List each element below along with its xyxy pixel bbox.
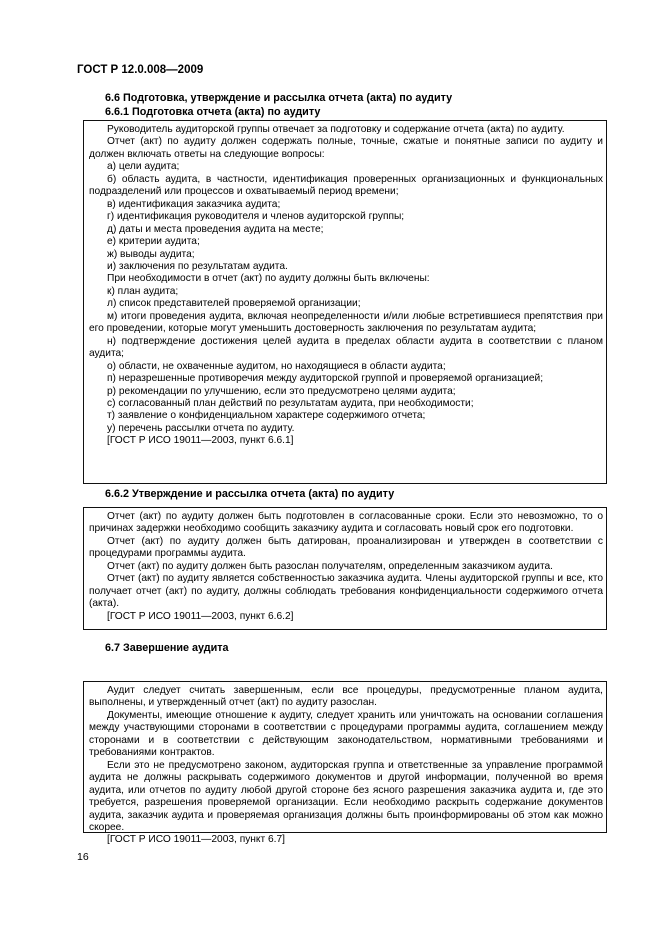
list-item: п) неразрешенные противоречия между аудиторской группой и проверяемой организацией; — [107, 373, 544, 385]
list-item: о) области, не охваченные аудитом, но находящиеся в области аудита; — [107, 360, 446, 372]
list-item: у) перечень рассылки отчета по аудиту. — [107, 422, 295, 434]
list-item: м) итоги проведения аудита, включая неопределенности и/или любые встретившиеся препятствия при его проведении, которые могут уменьшить достоверность заключения по результатам аудита; — [89, 310, 603, 335]
list-item: р) рекомендации по улучшению, если это предусмотрено целями аудита; — [107, 385, 456, 397]
subsection-heading-6-6-2: 6.6.2 Утверждение и рассылка отчета (акта) по аудиту — [105, 488, 395, 500]
list-item: и) заключения по результатам аудита. — [107, 260, 288, 272]
list-item: д) даты и места проведения аудита на месте; — [107, 223, 324, 235]
quote-box-6-6-2 — [83, 507, 607, 630]
paragraph: Отчет (акт) по аудиту должен содержать полные, точные, сжатые и понятные записи по аудиту и должен включать ответы на следующие вопросы: — [89, 136, 603, 160]
paragraph: Документы, имеющие отношение к аудиту, следует хранить или уничтожать на основании соглашения между участвующими сторонами в соответствии с процедурами программы аудита, соглашением между сторонами и в соответствии с действующим законодательством, нормативными требованиями и требованиями контрактов. — [89, 709, 603, 759]
reference: [ГОСТ Р ИСО 19011—2003, пункт 6.6.1] — [107, 435, 294, 447]
document-header: ГОСТ Р 12.0.008—2009 — [77, 64, 204, 76]
list-item: б) область аудита, в частности, идентификация проверенных организационных и функциональных подразделений или процессов и охватываемый период времени; — [89, 173, 603, 198]
paragraph: Отчет (акт) по аудиту является собственностью заказчика аудита. Члены аудиторской группы и все, кто получает отчет (акт) по аудиту, должны соблюдать требования конфиденциальности содержимого отчета (акта). — [89, 573, 603, 610]
list-item: т) заявление о конфиденциальном характере содержимого отчета; — [107, 410, 426, 422]
list-item: в) идентификация заказчика аудита; — [107, 198, 281, 210]
list-item: е) критерии аудита; — [107, 236, 200, 248]
subsection-heading-6-6-1: 6.6.1 Подготовка отчета (акта) по аудиту — [105, 106, 321, 118]
quote-box-6-7 — [83, 681, 607, 846]
paragraph: Отчет (акт) по аудиту должен быть разослан получателям, определенным заказчиком аудита. — [107, 560, 554, 572]
list-item: с) согласованный план действий по результатам аудита, при необходимости; — [107, 397, 474, 409]
reference: [ГОСТ Р ИСО 19011—2003, пункт 6.7] — [107, 834, 285, 846]
list-item: н) подтверждение достижения целей аудита в пределах области аудита в соответствии с планом аудита; — [89, 335, 603, 360]
paragraph: Отчет (акт) по аудиту должен быть датирован, проанализирован и утвержден в соответствии с процедурами программы аудита. — [89, 535, 603, 560]
list-item: ж) выводы аудита; — [107, 248, 195, 260]
list-item: л) список представителей проверяемой организации; — [107, 298, 361, 310]
page-number: 16 — [77, 851, 89, 863]
list-item: а) цели аудита; — [107, 161, 180, 173]
list-item: г) идентификация руководителя и членов аудиторской группы; — [107, 211, 405, 223]
paragraph: Руководитель аудиторской группы отвечает за подготовку и содержание отчета (акта) по аудиту. — [107, 124, 565, 135]
section-heading-6-6: 6.6 Подготовка, утверждение и рассылка отчета (акта) по аудиту — [105, 92, 453, 104]
quote-box-6-6-1 — [83, 120, 607, 484]
paragraph: Если это не предусмотрено законом, аудиторская группа и ответственные за управление программой аудита не должны раскрывать содержимого документов и другой информации, полученной во время аудита, или отчетов по аудиту любой другой стороне без ясного разрешения заказчика аудита и, где это требуется, разрешения проверяемой организации. Если необходимо раскрыть содержание документов аудита, заказчик аудита и проверяемая организация должны быть проинформированы об этом как можно скорее. — [89, 759, 603, 833]
paragraph: При необходимости в отчет (акт) по аудиту должны быть включены: — [107, 273, 430, 285]
section-heading-6-7: 6.7 Завершение аудита — [105, 642, 229, 654]
list-item: к) план аудита; — [107, 285, 179, 297]
paragraph: Аудит следует считать завершенным, если все процедуры, предусмотренные планом аудита, выполнены, и утвержденный отчет (акт) по аудиту разослан. — [89, 685, 603, 709]
paragraph: Отчет (акт) по аудиту должен быть подготовлен в согласованные сроки. Если это невозможно, то о причинах задержки необходимо сообщить заказчику аудита и согласовать новый срок его подготовки. — [89, 511, 603, 535]
reference: [ГОСТ Р ИСО 19011—2003, пункт 6.6.2] — [107, 610, 294, 622]
